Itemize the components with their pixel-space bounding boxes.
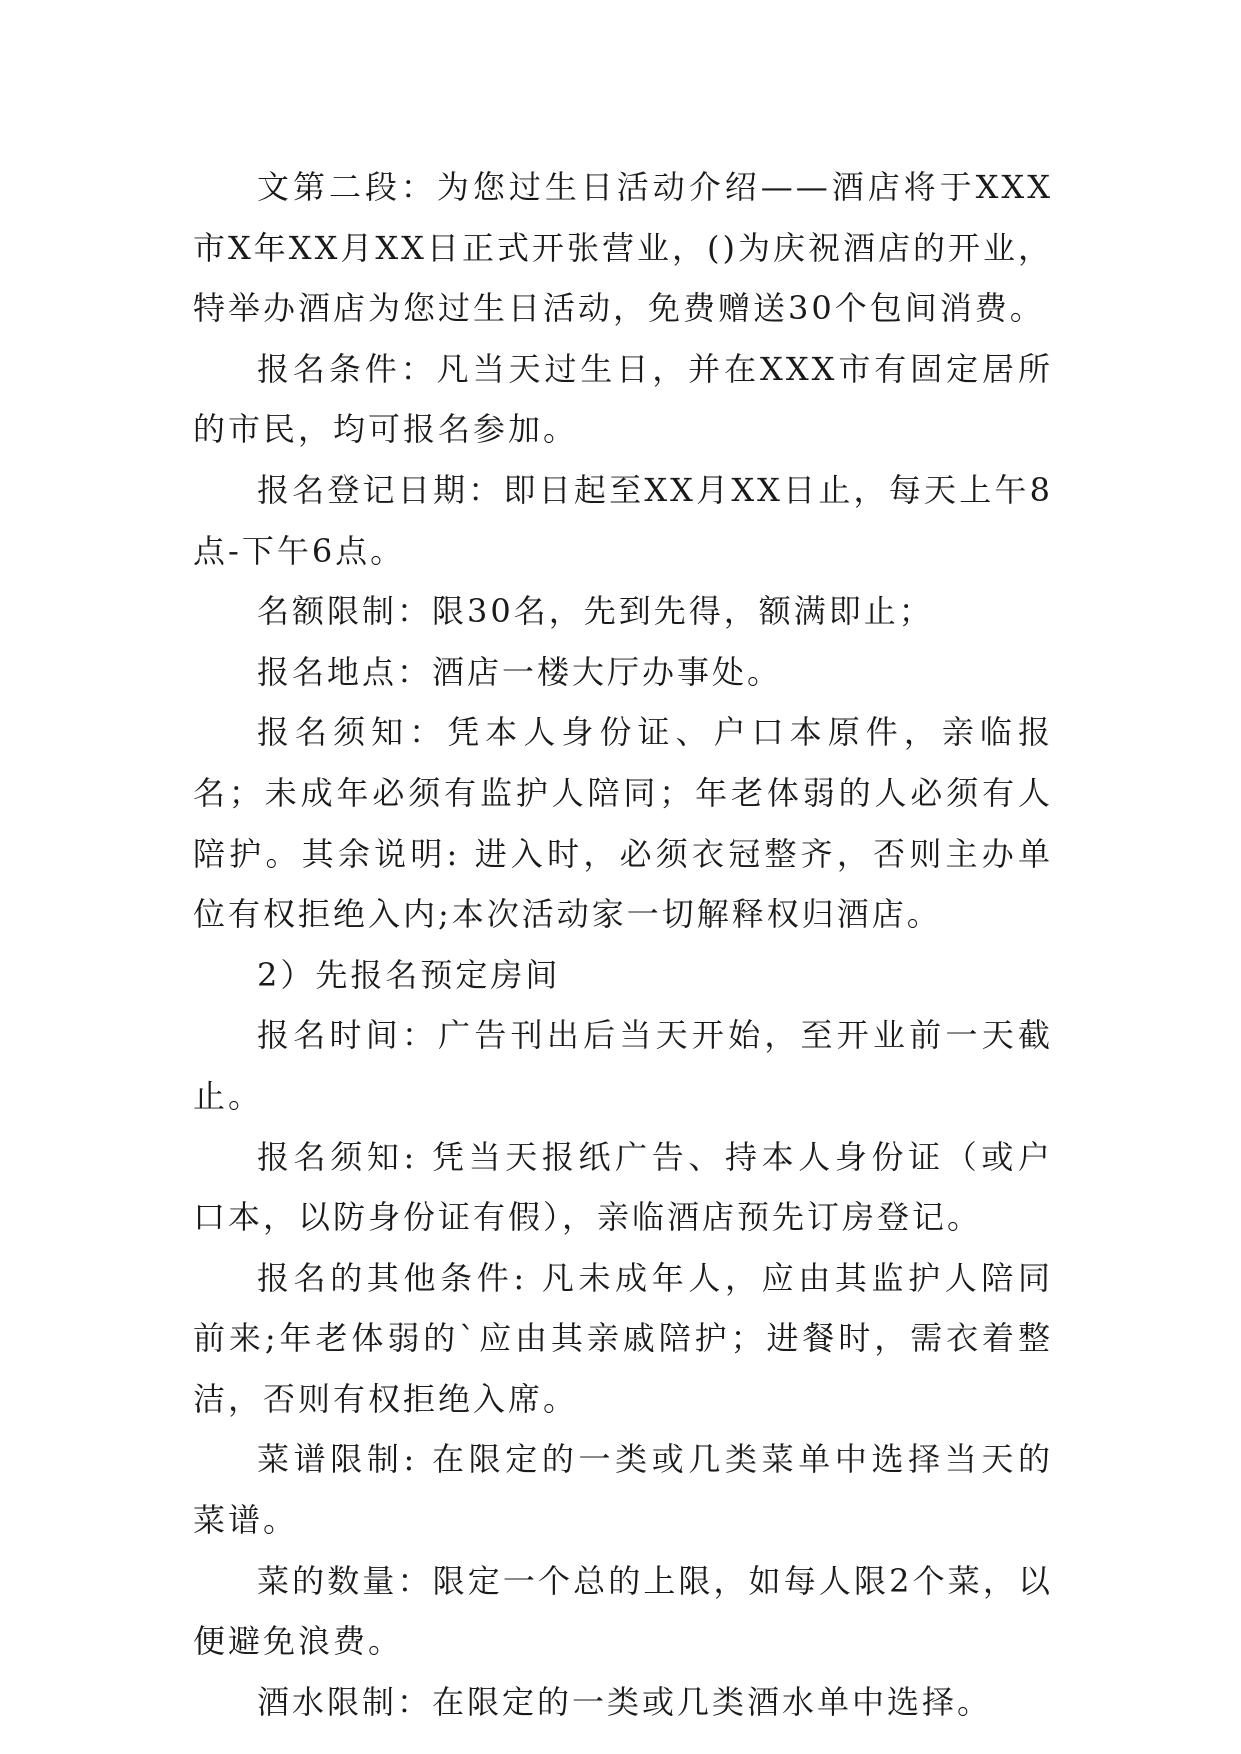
paragraph-drinks-limit: 酒水限制：在限定的一类或几类酒水单中选择。 (257, 1682, 993, 1721)
section-heading-room-booking: 2）先报名预定房间 (257, 955, 561, 994)
paragraph-registration-notice: 报名须知：凭本人身份证、户口本原件，亲临报名；未成年必须有监护人陪同；年老体弱的人必须有人陪护。其余说明: 进入时，必须衣冠整齐，否则主办单位有权拒绝入内;本次活动家一切解释权归酒店。 (193, 713, 1053, 934)
paragraph-quota-limit: 名额限制：限30名，先到先得，额满即止； (257, 592, 934, 631)
paragraph-menu-limit: 菜谱限制: 在限定的一类或几类菜单中选择当天的菜谱。 (193, 1440, 1053, 1540)
paragraph-registration-location: 报名地点：酒店一楼大厅办事处。 (257, 652, 783, 691)
paragraph-booking-notice: 报名须知: 凭当天报纸广告、持本人身份证（或户口本，以防身份证有假），亲临酒店预先订房登记。 (193, 1137, 1053, 1237)
paragraph-dish-quantity: 菜的数量：限定一个总的上限，如每人限2个菜，以便避免浪费。 (193, 1561, 1053, 1661)
paragraph-registration-dates: 报名登记日期：即日起至XX月XX日止，每天上午8点-下午6点。 (193, 470, 1053, 570)
paragraph-other-conditions: 报名的其他条件: 凡未成年人，应由其监护人陪同前来;年老体弱的`应由其亲戚陪护；进餐时，需衣着整洁，否则有权拒绝入席。 (193, 1258, 1053, 1418)
paragraph-registration-conditions: 报名条件：凡当天过生日，并在XXX市有固定居所的市民，均可报名参加。 (193, 349, 1053, 449)
paragraph-birthday-intro: 文第二段：为您过生日活动介绍——酒店将于XXX市X年XX月XX日正式开张营业，()为庆祝酒店的开业，特举办酒店为您过生日活动，免费赠送30个包间消费。 (193, 168, 1053, 328)
paragraph-registration-time: 报名时间：广告刊出后当天开始，至开业前一天截止。 (193, 1016, 1053, 1115)
document-body (193, 157, 1053, 1732)
